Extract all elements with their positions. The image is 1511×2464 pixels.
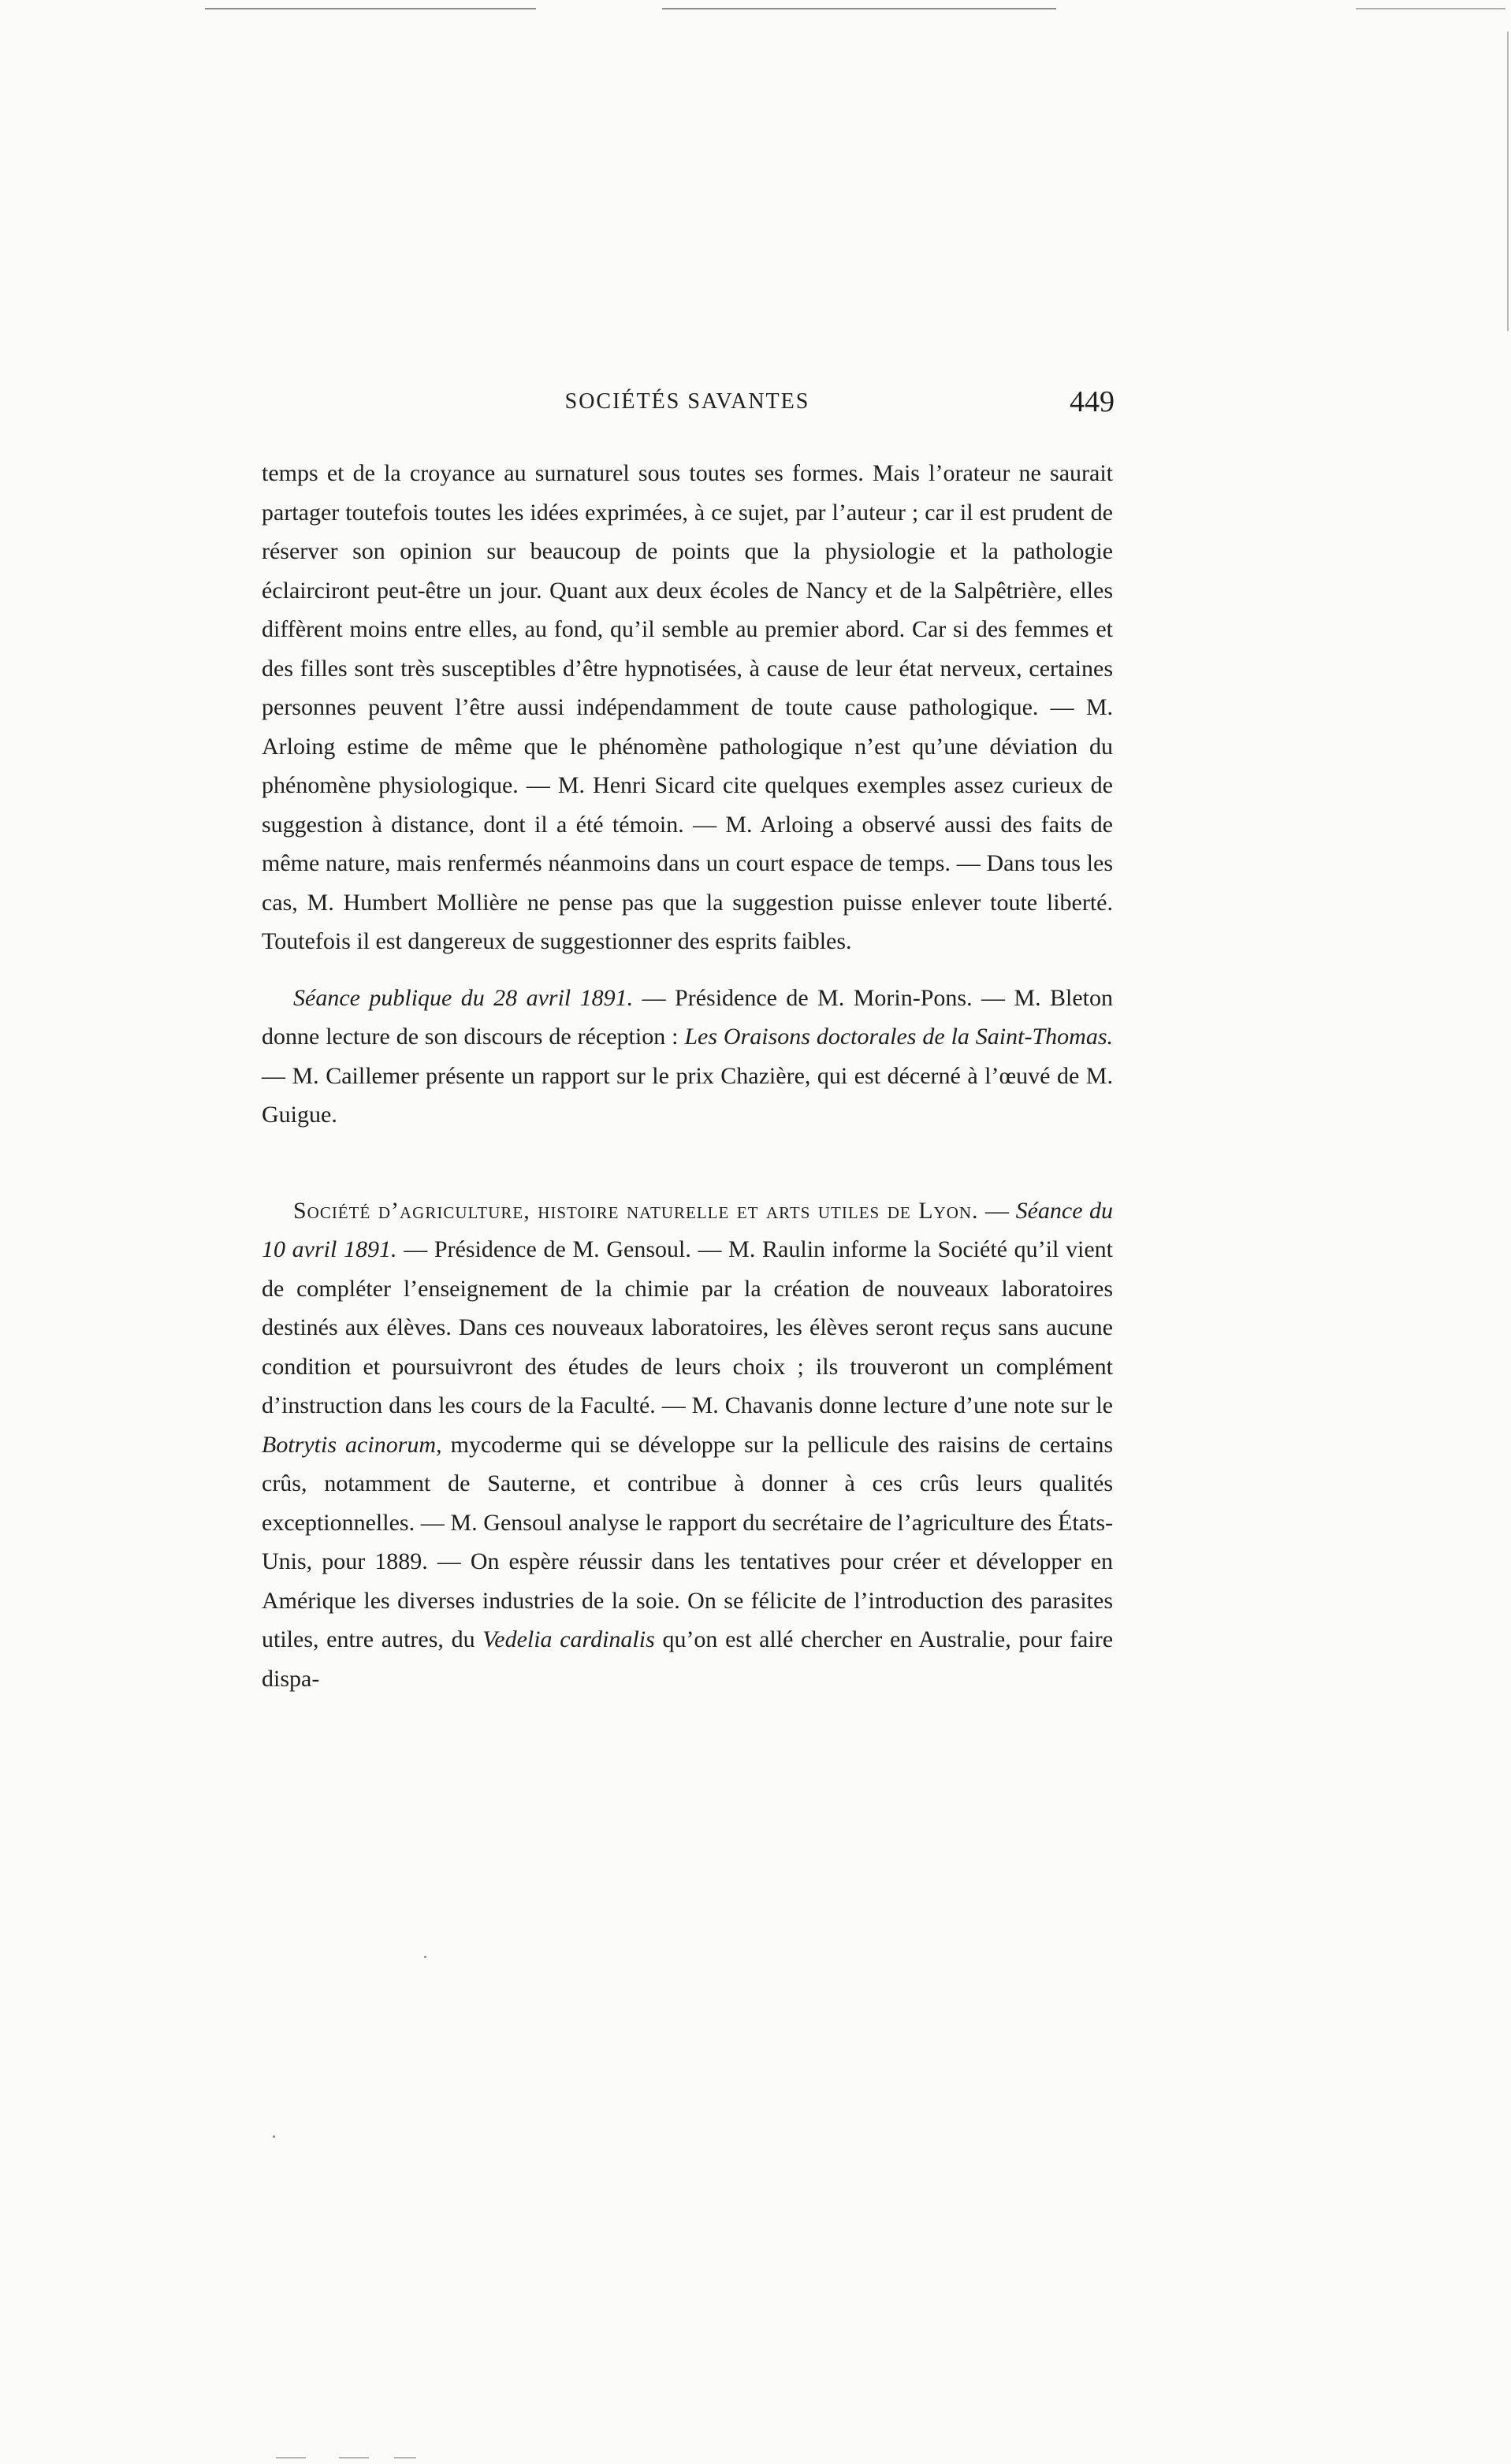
book-page (262, 385, 1113, 1698)
society-name: Société d’agriculture, histoire naturelle et arts utiles de Lyon. (293, 1197, 979, 1224)
scan-edge-line (1356, 8, 1505, 9)
scan-edge-mark (1507, 32, 1509, 331)
running-title: SOCIÉTÉS SAVANTES (564, 389, 810, 414)
page-number: 449 (1070, 385, 1115, 418)
paragraph-text: mycoderme qui se développe sur la pellicule des raisins de certains crûs, notamment de Sauterne, et contribue à donner à ces crûs leurs qualités exceptionnelles. — M. Gensoul analyse le rapport du secrétaire de l’agriculture des États-Unis, pour 1889. — On espère réussir dans les tentatives pour créer et développer en Amérique les diverses industries de la soie. On se félicite de l’introduction des parasites utiles, entre autres, du (262, 1431, 1113, 1652)
scan-edge-mark (339, 2457, 369, 2458)
scan-edge-mark (394, 2457, 416, 2458)
paragraph-text: — M. Caillemer présente un rapport sur le prix Chazière, qui est décerné à l’œuvé de M. Guigue. (262, 1062, 1113, 1128)
body-paragraph-continued: temps et de la croyance au surnaturel sous toutes ses formes. Mais l’orateur ne saurait partager toutefois toutes les idées exprimées, à ce sujet, par l’auteur ; car il est prudent de réserver son opinion sur beaucoup de points que la physiologie et la pathologie éclairciront peut-être un jour. Quant aux deux écoles de Nancy et de la Salpêtrière, elles diffèrent moins entre elles, au fond, qu’il semble au premier abord. Car si des femmes et des filles sont très susceptibles d’être hypnotisées, à cause de leur état nerveux, certaines personnes peuvent l’être aussi indépendamment de toute cause pathologique. — M. Arloing estime de même que le phénomène pathologique n’est qu’une déviation du phénomène physiologique. — M. Henri Sicard cite quelques exemples assez curieux de suggestion à distance, dont il a été témoin. — M. Arloing a observé aussi des faits de même nature, mais renfermés néanmoins dans un court espace de temps. — Dans tous les cas, M. Humbert Mollière ne pense pas que la suggestion puisse enlever toute liberté. Toutefois il est dangereux de suggestionner des esprits faibles. (262, 460, 1113, 954)
work-title: Les Oraisons doctorales de la Saint-Thomas. (684, 1024, 1113, 1050)
scan-edge-line (662, 8, 1056, 9)
scan-edge-line (205, 8, 536, 9)
body-paragraph-seance-publique (262, 979, 1113, 1135)
paragraph-text: — Présidence de M. Gensoul. — M. Raulin informe la Société qu’il vient de compléter l’enseignement de la chimie par la création de nouveaux laboratoires destinés aux élèves. Dans ces nouveaux laboratoires, les élèves seront reçus sans aucune condition et poursuivront des études de leurs choix ; ils trouveront un complément d’instruction dans les cours de la Faculté. — M. Chavanis donne lecture d’une note sur le (262, 1236, 1113, 1418)
species-name: Botrytis acinorum, (262, 1431, 442, 1458)
species-name: Vedelia cardinalis (482, 1626, 655, 1652)
scan-speck (424, 1956, 426, 1958)
running-head (262, 385, 1113, 437)
paragraph-text: qu’on est allé chercher en Australie, pour faire dispa- (262, 1626, 1114, 1692)
scan-speck (273, 2135, 275, 2138)
seance-date: Séance publique du 28 avril 1891. (293, 984, 634, 1011)
body-paragraph-societe-agriculture (262, 1191, 1113, 1699)
paragraph-text: — (978, 1197, 1016, 1224)
seance-date: Séance du 10 avril 1891. (262, 1197, 1114, 1262)
paragraph-text: — Présidence de M. Morin-Pons. — M. Bleton donne lecture de son discours de réception : (262, 984, 1113, 1050)
scan-edge-mark (276, 2457, 306, 2458)
